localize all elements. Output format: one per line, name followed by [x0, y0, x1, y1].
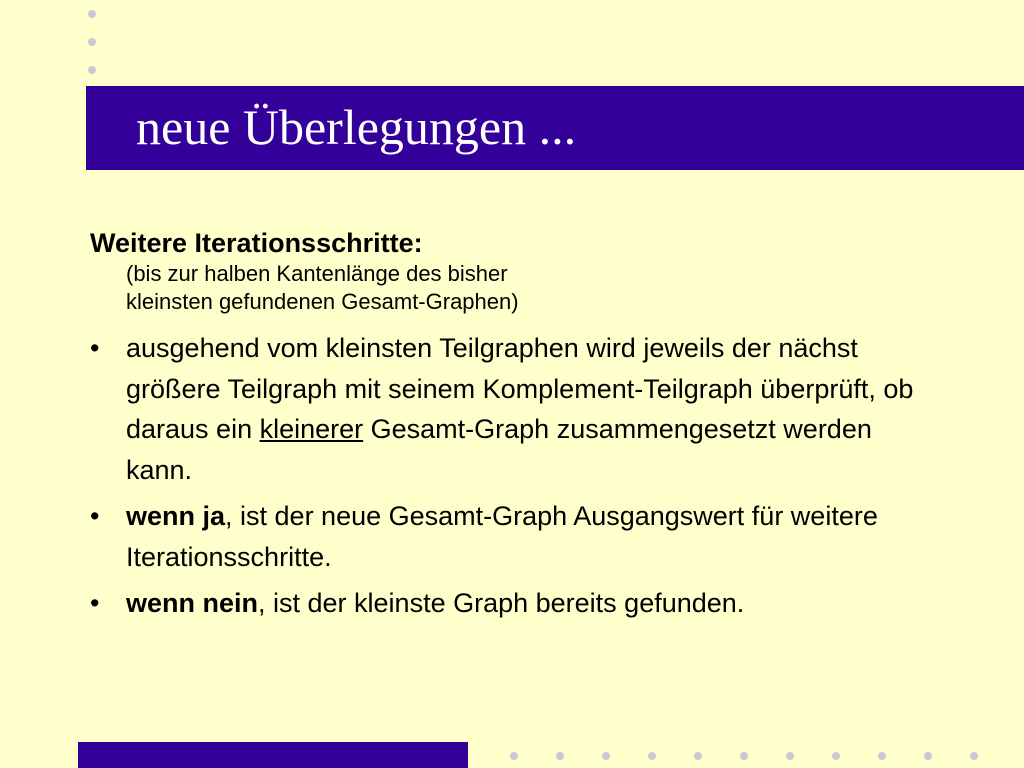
slide-body [90, 226, 920, 630]
subheading: Weitere Iterationsschritte: [90, 228, 423, 258]
decorative-dot [602, 752, 610, 760]
decorative-dot [648, 752, 656, 760]
bullet-item [90, 583, 920, 624]
bullet-item [90, 496, 920, 577]
decorative-dot [88, 38, 96, 46]
decorative-dot [970, 752, 978, 760]
decorative-dot [88, 66, 96, 74]
title-band [86, 86, 1024, 170]
decorative-dot [556, 752, 564, 760]
decorative-dot [510, 752, 518, 760]
bullet-icon: • [90, 588, 100, 618]
decorative-dot [924, 752, 932, 760]
bullet-text: ausgehend vom kleinsten Teilgraphen wird jeweils der nächst größere Teilgraph mit seinem Komplement-Teilgraph überprüft, ob daraus ein [126, 333, 914, 444]
decorative-dot [878, 752, 886, 760]
bullet-icon: • [90, 501, 100, 531]
bullet-text-underline: kleinerer [259, 414, 364, 444]
subnote-line: kleinsten gefundenen Gesamt-Graphen) [126, 289, 519, 314]
decorative-dot [786, 752, 794, 760]
slide-title: neue Überlegungen ... [136, 99, 577, 155]
bottom-accent-bar [78, 742, 468, 768]
subnote-line: (bis zur halben Kantenlänge des bisher [126, 261, 508, 286]
bullet-text-bold: wenn ja [126, 501, 226, 531]
decorative-dot [694, 752, 702, 760]
bullet-list [90, 328, 920, 624]
bullet-text: Gesamt-Graph zusammengesetzt werden kann. [126, 414, 872, 485]
bullet-item [90, 328, 920, 490]
bullet-text-bold: wenn nein [126, 588, 259, 618]
decorative-dot [740, 752, 748, 760]
decorative-dot [832, 752, 840, 760]
decorative-dot [88, 10, 96, 18]
bullet-icon: • [90, 333, 100, 363]
bullet-text: , ist der kleinste Graph bereits gefunden. [258, 588, 745, 618]
bullet-text: , ist der neue Gesamt-Graph Ausgangswert für weitere Iterationsschritte. [126, 501, 878, 572]
